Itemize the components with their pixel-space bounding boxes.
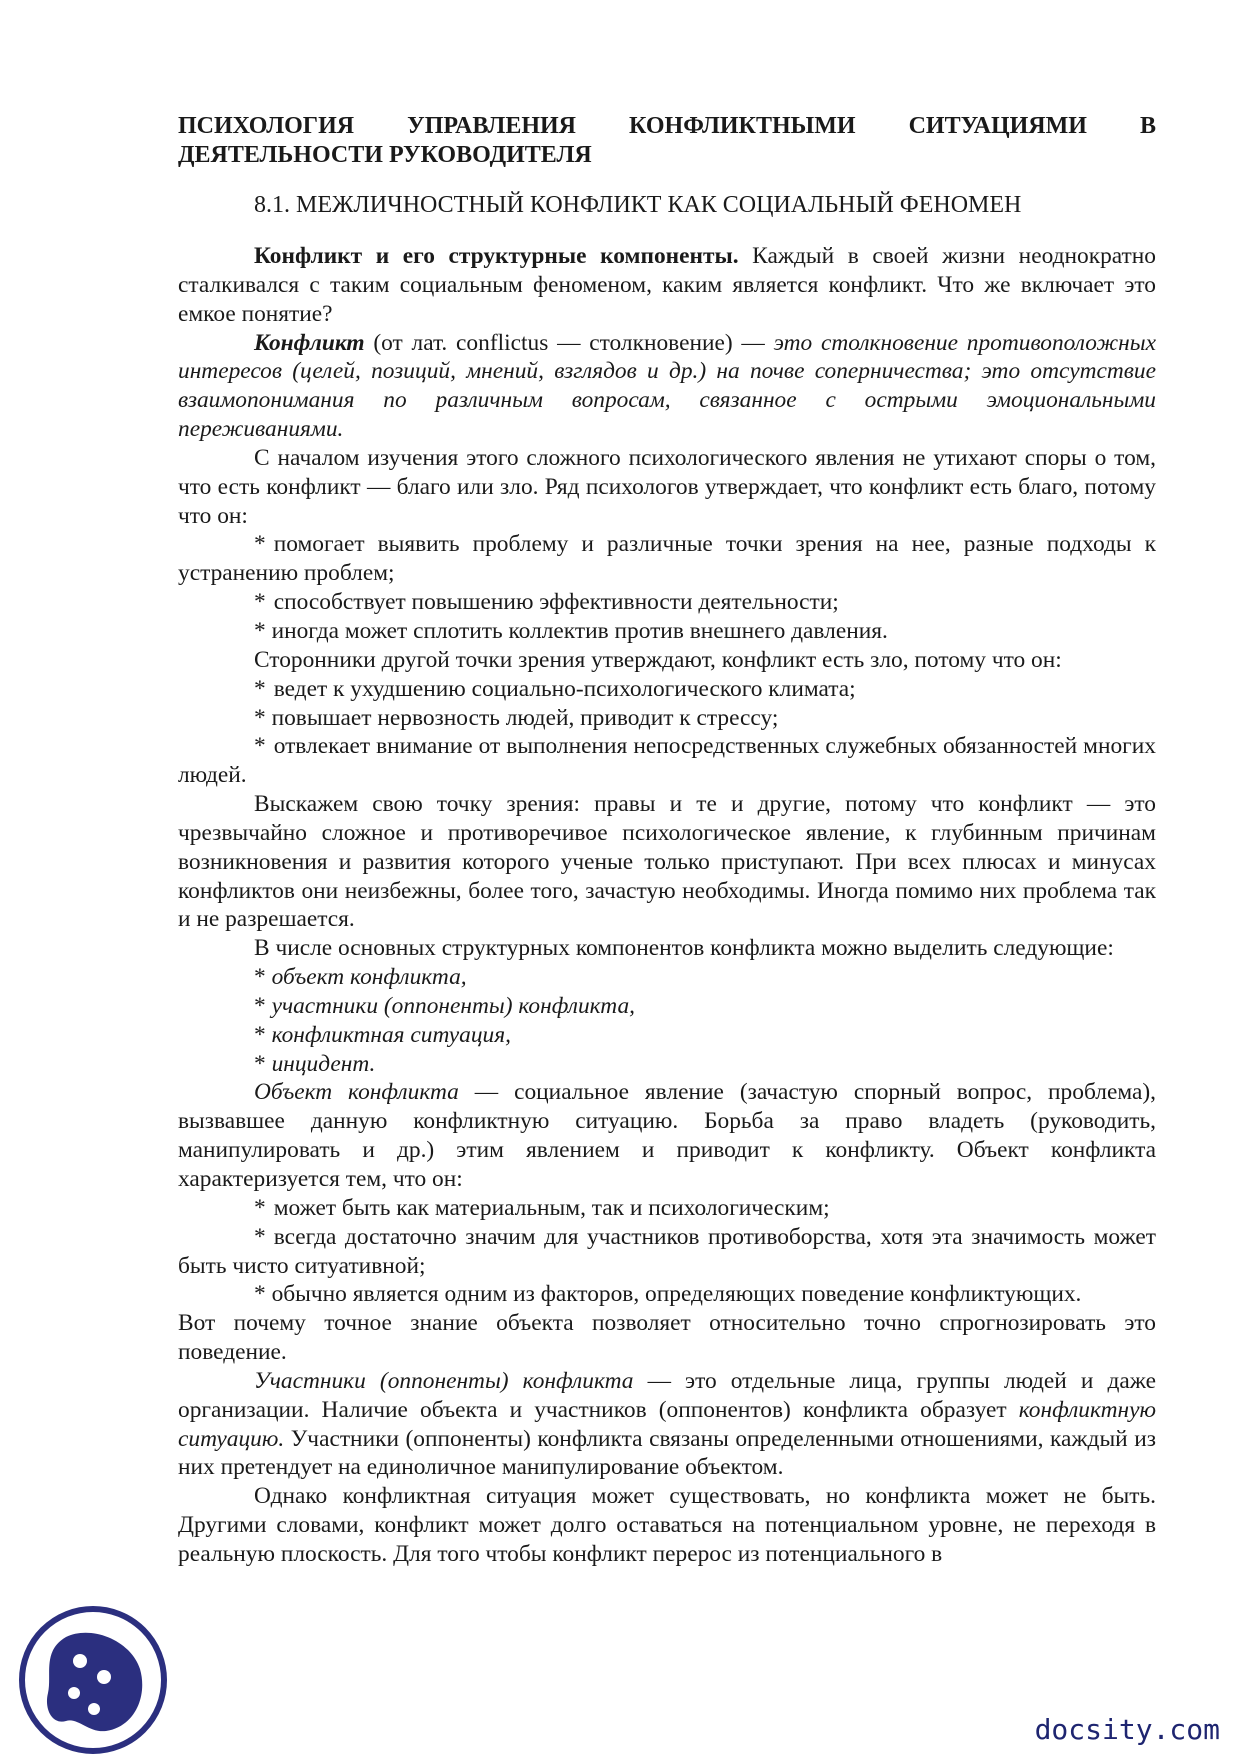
list-item: * повышает нервозность людей, приводит к стрессу; [254,704,779,731]
list-item: * отвлекает внимание от выполнения непосредственных служебных обязанностей многих людей. [178,733,1156,789]
paragraph-5: Выскажем свою точку зрения: правы и те и другие, потому что конфликт — это чрезвычайно сложное и противоречивое психологическое явление, к глубинным причинам возникновения и развития которого ученые только приступают. При всех плюсах и минусах конфликтов они неизбежны, более того, зачастую необходимы. Иногда помимо них проблема так и не разрешается. [178,791,1156,933]
paragraph-participants: Участники (оппоненты) конфликта — это отдельные лица, группы людей и даже организации. Наличие объекта и участников (оппонентов) конфликта образует конфликтную ситуацию. Участники (оппоненты) конфликта связаны определенными отношениями, каждый из них претендует на единоличное манипулирование объектом. [178,1367,1156,1481]
paragraph-definition: Конфликт (от лат. conflictus — столкновение) — это столкновение противоположных интересов (целей, позиций, мнений, взглядов и др.) на почве соперничества; это отсутствие взаимопонимания по различным вопросам, связанное с острыми эмоциональными переживаниями. [178,329,1156,443]
list-item: * ведет к ухудшению социально-психологического климата; [254,675,856,702]
list-item: * инцидент. [254,1050,376,1077]
paragraph-8: Вот почему точное знание объекта позволяет относительно точно спрогнозировать это поведение. [178,1310,1156,1366]
paragraph-4: Сторонники другой точки зрения утверждают, конфликт есть зло, потому что он: [254,646,1062,673]
list-item: * способствует повышению эффективности деятельности; [254,589,839,616]
document-title: ПСИХОЛОГИЯ УПРАВЛЕНИЯ КОНФЛИКТНЫМИ СИТУАЦИЯМИ В ДЕЯТЕЛЬНОСТИ РУКОВОДИТЕЛЯ [178,113,1156,168]
paragraph-10: Однако конфликтная ситуация может существовать, но конфликта может не быть. Другими словами, конфликт может долго оставаться на потенциальном уровне, не переходя в реальную плоскость. Для того чтобы конфликт перерос из потенциального в [178,1483,1156,1567]
section-heading: 8.1. МЕЖЛИЧНОСТНЫЙ КОНФЛИКТ КАК СОЦИАЛЬНЫЙ ФЕНОМЕН [254,192,1022,218]
paragraph-object: Объект конфликта — социальное явление (зачастую спорный вопрос, проблема), вызвавшее данную конфликтную ситуацию. Борьба за право владеть (руководить, манипулировать и др.) этим явлением и приводит к конфликту. Объект конфликта характеризуется тем, что он: [178,1079,1156,1192]
term-conflict: Конфликт [254,329,365,356]
docsity-brand-text[interactable]: docsity.com [1034,1713,1220,1746]
list-item: * иногда может сплотить коллектив против внешнего давления. [254,617,888,644]
document-body [178,242,1156,1569]
list-item: * обычно является одним из факторов, определяющих поведение конфликтующих. [254,1281,1082,1308]
list-item: * может быть как материальным, так и психологическим; [254,1194,830,1221]
list-item: * участники (оппоненты) конфликта, [254,992,636,1019]
list-item: * всегда достаточно значим для участников противоборства, хотя эта значимость может быть чисто ситуативной; [178,1223,1156,1279]
docsity-logo-icon[interactable] [18,1605,168,1755]
paragraph-3: С началом изучения этого сложного психологического явления не утихают споры о том, что есть конфликт — благо или зло. Ряд психологов утверждает, что конфликт есть благо, потому что он: [178,444,1156,529]
term-participants: Участники (оппоненты) конфликта [254,1367,634,1394]
list-item: * помогает выявить проблему и различные точки зрения на нее, разные подходы к устранению проблем; [178,531,1156,587]
paragraph-1-heading: Конфликт и его структурные компоненты. [254,243,739,269]
definition-text: это столкновение противоположных интересов (целей, позиций, мнений, взглядов и др.) на почве соперничества; это отсутствие взаимопонимания по различным вопросам, связанное с острыми эмоциональными переживаниями. [178,329,1156,443]
document-page [178,112,1156,1569]
term-object: Объект конфликта [254,1079,459,1106]
list-item: * объект конфликта, [254,964,467,991]
paragraph-6: В числе основных структурных компонентов конфликта можно выделить следующие: [254,935,1114,962]
paragraph-1: Конфликт и его структурные компоненты. Каждый в своей жизни неоднократно сталкивался с таким социальным феноменом, каким является конфликт. Что же включает это емкое понятие? [178,243,1156,327]
list-item: * конфликтная ситуация, [254,1021,511,1048]
